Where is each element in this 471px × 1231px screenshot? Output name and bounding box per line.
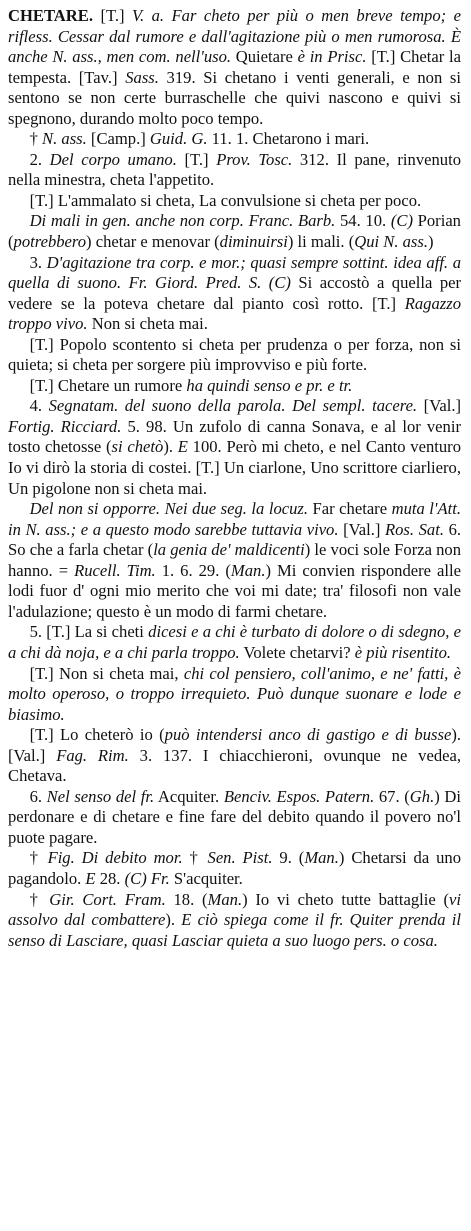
- text-run: Far chetare: [308, 499, 392, 519]
- text-run: †: [29, 889, 50, 909]
- text-run: 28.: [95, 868, 125, 888]
- text-run: ) Di perdonare e di chetare e fine fare del debito quando il povero no'l puote pagare.: [8, 786, 461, 847]
- entry-paragraph: [8, 396, 461, 499]
- text-run: 1. 6. 29. (: [155, 560, 231, 580]
- text-run: ) Io vi cheto tutte battaglie (: [242, 889, 450, 909]
- text-run: [T.] Chetar la tempesta. [Tav.]: [8, 47, 461, 87]
- italic-run: N. ass.: [42, 129, 87, 149]
- italic-run: Fortig. Ricciard.: [8, 416, 122, 436]
- italic-run: si chetò: [111, 437, 164, 457]
- entry-paragraph: [8, 499, 461, 622]
- entry-paragraph: [8, 664, 461, 726]
- italic-run: Ragazzo troppo vivo.: [8, 293, 461, 334]
- entry-paragraph: [8, 725, 461, 787]
- text-run: 3. 137. I chiacchieroni, ovunque ne vedea, Chetava.: [8, 745, 462, 786]
- text-run: †: [182, 848, 208, 868]
- entry-paragraph: [8, 150, 461, 191]
- text-run: S'acquiter.: [169, 868, 243, 888]
- text-run: [T.] Lo cheterò io (: [29, 725, 165, 745]
- italic-run: V. a. Far cheto per più o men breve tempo; e rifless. Cessar dal rumore e dall'agitazione più o men rumorosa. È anche N. ass., men com. nell'uso.: [8, 6, 461, 67]
- italic-run: Rucell. Tim.: [74, 560, 156, 580]
- text-run: †: [29, 848, 48, 868]
- italic-run: E: [85, 868, 96, 888]
- entry-paragraph: [8, 376, 461, 397]
- italic-run: Nel senso del fr.: [46, 786, 155, 806]
- entry-paragraph: [8, 622, 461, 663]
- text-run: [T.] L'ammalato si cheta, La convulsione si cheta per poco.: [29, 190, 422, 210]
- text-run: Non si cheta mai.: [87, 314, 208, 334]
- text-run: 319. Si chetano i venti generali, e non si sentono se non certe burraschelle che quivi nascono e quivi si spegnono, durando molto poco tempo.: [8, 67, 462, 128]
- text-run: 18. (: [165, 889, 208, 909]
- text-run: ) chetar e menovar (: [86, 232, 220, 252]
- italic-run: Man.: [304, 848, 339, 868]
- entry-paragraph: [8, 335, 461, 376]
- italic-run: dicesi e a chi è turbato di dolore o di sdegno, e a chi dà noja, e a chi parla troppo.: [8, 622, 462, 662]
- italic-run: Gh.: [409, 786, 435, 806]
- text-run: Porian (: [8, 211, 461, 252]
- italic-run: è più risentito.: [354, 642, 452, 662]
- text-run: [Camp.]: [86, 129, 150, 149]
- text-run: Acquiter.: [154, 786, 224, 806]
- text-run: [T.] Non si cheta mai,: [29, 663, 184, 683]
- text-run: ).: [163, 437, 178, 457]
- text-run: [T.]: [176, 149, 217, 169]
- italic-run: Del corpo umano.: [49, 149, 177, 169]
- italic-run: Segnatam. del suono della parola. Del sempl. tacere.: [48, 396, 418, 416]
- italic-run: Sass.: [125, 67, 159, 87]
- italic-run: Prov. Tosc.: [216, 149, 293, 169]
- italic-run: Fig. Di debito mor.: [47, 848, 183, 868]
- text-run: 5. 98. Un zufolo di canna Sonava, e al lor venir tosto chetosse (: [8, 416, 461, 457]
- text-run: 5. [T.] La si cheti: [29, 622, 149, 642]
- text-run: ). [Val.]: [8, 725, 461, 765]
- italic-run: Di mali in gen. anche non corp. Franc. Barb.: [29, 211, 336, 231]
- italic-run: potrebbero: [13, 232, 87, 252]
- italic-run: (C): [390, 211, 413, 231]
- italic-run: Man.: [207, 889, 243, 909]
- text-run: 2.: [29, 149, 50, 169]
- italic-run: vi assolvo dal combattere: [8, 889, 461, 930]
- entry-paragraph: [8, 191, 461, 212]
- entry-paragraph: [8, 211, 461, 252]
- text-run: [T.] Chetare un rumore: [29, 375, 187, 395]
- text-run: [Val.]: [417, 396, 461, 416]
- text-run: 67. (: [374, 786, 410, 806]
- italic-run: Del non si opporre. Nei due seg. la locuz.: [29, 499, 309, 519]
- entry-paragraph: [8, 848, 461, 889]
- italic-run: E: [177, 437, 188, 457]
- text-run: ) Mi convien rispondere alle lodi fuor d' ogni mio merito che voi mi date; tra' filosofi non vale l'adulazione; questo è un modo di farmi chetare.: [8, 560, 461, 621]
- italic-run: Man.: [230, 560, 266, 580]
- italic-run: diminuirsi: [219, 232, 288, 252]
- italic-run: Fag. Rim.: [56, 745, 129, 765]
- italic-run: Benciv. Espos. Patern.: [223, 786, 375, 806]
- text-run: [Val.]: [338, 519, 385, 539]
- italic-run: la genia de' maldicenti: [153, 540, 305, 560]
- text-run: Quietare: [231, 47, 298, 67]
- text-run: Si accostò a quella per vedere se la poteva chetare dal pianto così rotto. [T.]: [8, 273, 462, 313]
- text-run: ) li mali. (: [287, 232, 355, 252]
- italic-run: D'agitazione tra corp. e mor.; quasi sempre sottint. idea aff. a quella di suono. Fr. Giord. Pred. S. (C): [8, 252, 462, 293]
- text-run: 6. So che a farla chetar (: [8, 519, 462, 560]
- entry-paragraph: [8, 890, 461, 952]
- text-run: 11. 1. Chetarono i mari.: [207, 129, 370, 149]
- text-run: 100. Però mi cheto, e nel Canto venturo Io vi dirò la storia di costei. [T.] Un ciarlone, Uno scrittore ciarliero, Un pigolone non si cheta mai.: [8, 437, 461, 498]
- italic-run: può intendersi anco di gastigo e di busse: [164, 725, 452, 745]
- italic-run: ha quindi senso e pr. e tr.: [186, 375, 353, 395]
- text-run: [T.]: [92, 6, 133, 25]
- entry-paragraph: [8, 787, 461, 849]
- text-run: ) le voci sole Forza non hanno. =: [8, 540, 462, 580]
- entry-paragraph: [8, 129, 461, 150]
- text-run: Volete chetarvi?: [239, 642, 355, 662]
- text-run: 9. (: [272, 848, 305, 868]
- text-run: ).: [165, 910, 182, 930]
- text-run: [T.] Popolo scontento si cheta per prudenza o per forza, non si quieta; si cheta per sorgere più improvviso e più forte.: [8, 334, 461, 375]
- text-run: ) Chetarsi da uno pagandolo.: [8, 848, 462, 888]
- italic-run: è in Prisc.: [297, 47, 367, 67]
- text-run: 312. Il pane, rinvenuto nella minestra, cheta l'appetito.: [8, 149, 462, 190]
- italic-run: (C) Fr.: [124, 868, 170, 888]
- text-run: 6.: [29, 786, 47, 806]
- text-run: 4.: [29, 396, 49, 416]
- italic-run: chi col pensiero, coll'animo, e ne' fatti, è molto operoso, o troppo irrequieto. Può dunque suonare e lode e biasimo.: [8, 663, 461, 724]
- text-run: 54. 10.: [335, 211, 391, 231]
- entry-headword-paragraph: [8, 6, 461, 129]
- text-run: 3.: [29, 252, 47, 272]
- headword: CHETARE.: [8, 6, 93, 25]
- italic-run: Guid. G.: [149, 129, 208, 149]
- text-run: †: [29, 129, 43, 149]
- italic-run: E ciò spiega come il fr. Quiter prenda il senso di Lasciare, quasi Lasciar quieta a suo luogo pers. o cosa.: [8, 910, 461, 950]
- text-run: ): [428, 232, 434, 252]
- italic-run: Ros. Sat.: [385, 519, 444, 539]
- italic-run: Qui N. ass.: [354, 232, 428, 252]
- italic-run: muta l'Att. in N. ass.; e a questo modo sarebbe tuttavia vivo.: [8, 499, 461, 539]
- entry-paragraph: [8, 253, 461, 335]
- italic-run: Sen. Pist.: [207, 848, 273, 868]
- italic-run: Gir. Cort. Fram.: [49, 889, 166, 909]
